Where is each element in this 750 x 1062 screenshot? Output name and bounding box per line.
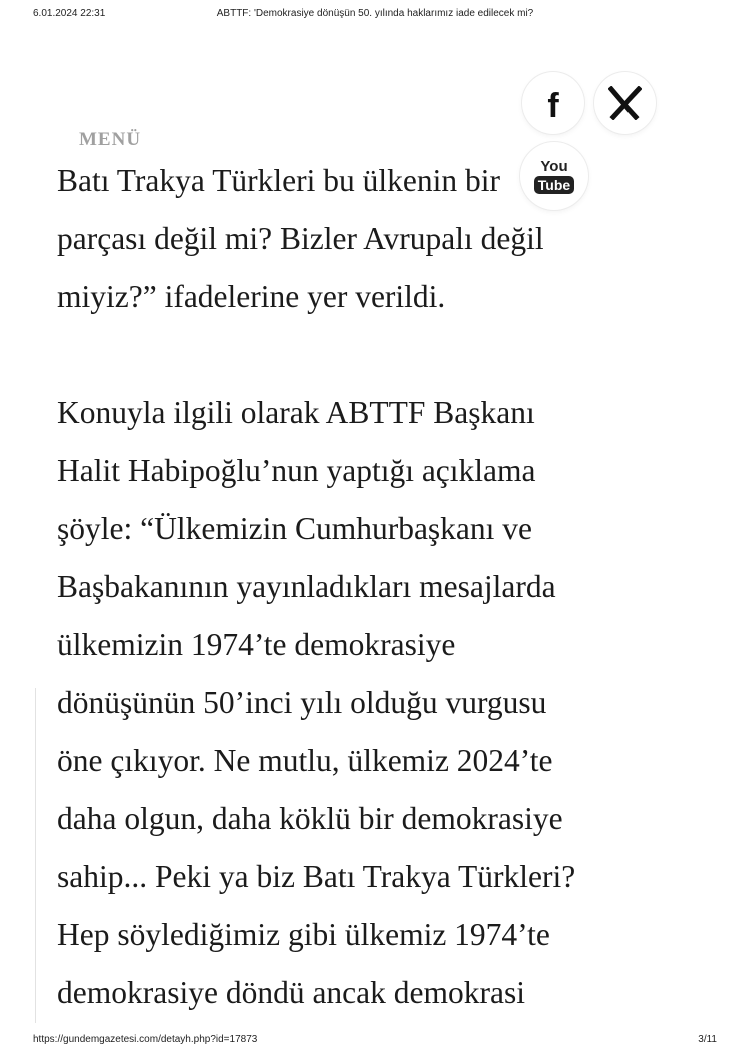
article-line: ülkemizin 1974’te demokrasiye: [57, 627, 456, 662]
youtube-button[interactable]: [520, 142, 588, 210]
print-footer: [0, 1034, 750, 1050]
article-line: Batı Trakya Türkleri bu ülkenin bir: [57, 163, 500, 198]
paragraph-gap: [57, 326, 697, 384]
article-line: Hep söylediğimiz gibi ülkemiz 1974’te: [57, 917, 550, 952]
x-twitter-icon: [608, 86, 642, 120]
article-line: daha olgun, daha köklü bir demokrasiye: [57, 801, 563, 836]
menu-button[interactable]: MENÜ: [79, 129, 142, 150]
print-url: https://gundemgazetesi.com/detayh.php?id=17873: [33, 1034, 258, 1045]
article-body: [57, 152, 697, 1022]
print-date: 6.01.2024 22:31: [33, 8, 106, 19]
article-line: şöyle: “Ülkemizin Cumhurbaşkanı ve: [57, 511, 533, 546]
youtube-icon-text: You: [540, 157, 568, 175]
print-header: [0, 8, 750, 24]
print-page-title: ABTTF: 'Demokrasiye dönüşün 50. yılında haklarımız iade edilecek mi?: [216, 8, 534, 19]
article-line: Başbakanının yayınladıkları mesajlarda: [57, 569, 556, 604]
article-line: öne çıkıyor. Ne mutlu, ülkemiz 2024’te: [57, 743, 553, 778]
article-line: dönüşünün 50’inci yılı olduğu vurgusu: [57, 685, 547, 720]
facebook-icon: f: [547, 86, 559, 125]
youtube-icon-badge: Tube: [534, 176, 574, 194]
page-divider: [35, 688, 36, 1023]
article-line: sahip... Peki ya biz Batı Trakya Türkleri?: [57, 859, 576, 894]
facebook-button[interactable]: [522, 72, 584, 134]
article-line: Konuyla ilgili olarak ABTTF Başkanı: [57, 395, 535, 430]
page-number: 3/11: [698, 1034, 717, 1045]
article-line: demokrasiye döndü ancak demokrasi: [57, 975, 525, 1010]
article-line: Halit Habipoğlu’nun yaptığı açıklama: [57, 453, 536, 488]
article-line: miyiz?” ifadelerine yer verildi.: [57, 279, 446, 314]
article-line: parçası değil mi? Bizler Avrupalı değil: [57, 221, 544, 256]
x-twitter-button[interactable]: [594, 72, 656, 134]
